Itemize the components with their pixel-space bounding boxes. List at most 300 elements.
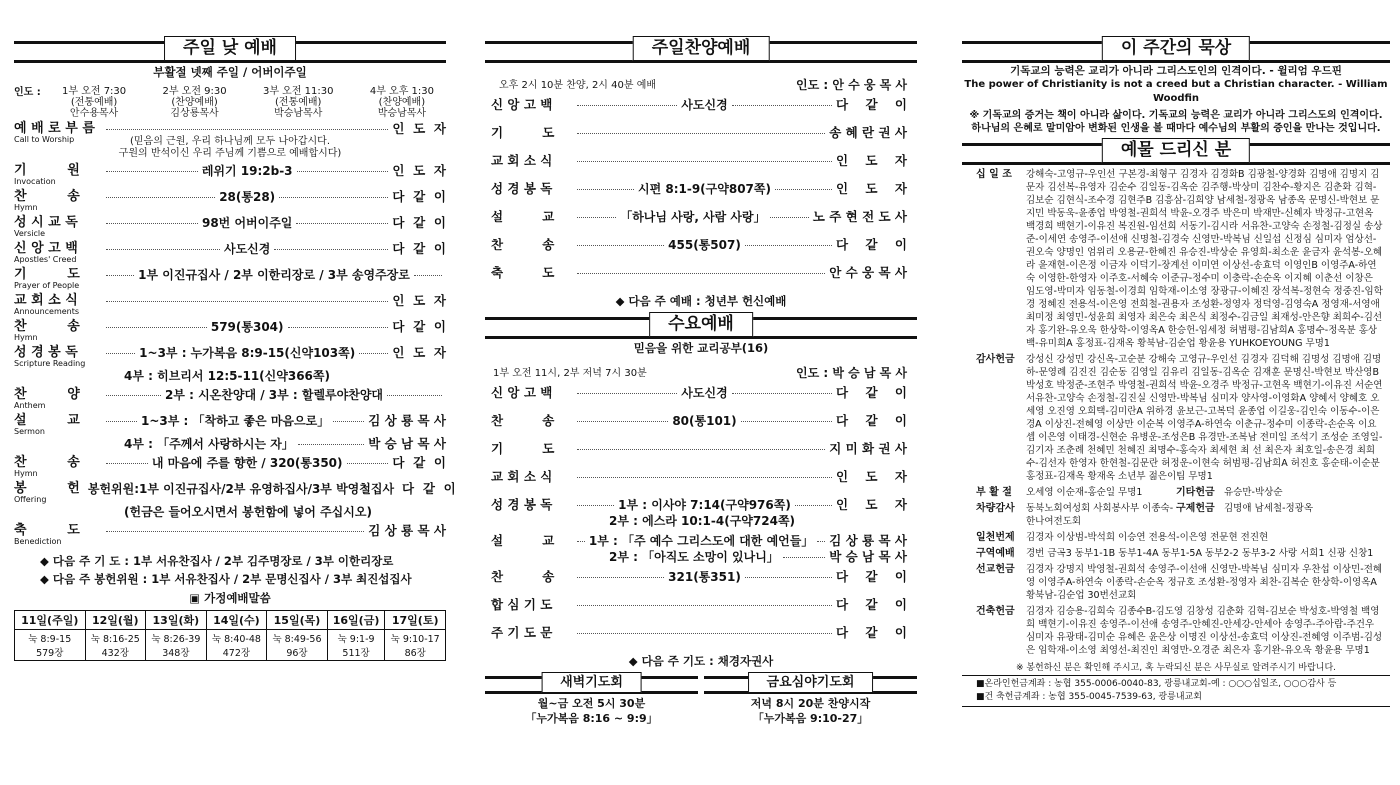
sunday-title: 주일 낮 예배: [164, 36, 296, 61]
family-worship-title: ▣ 가정예배말씀: [189, 591, 271, 605]
account-building: ■건 축헌금계좌 : 농협 355-0045-7539-63, 광릉내교회: [976, 692, 1202, 702]
item-name: 축 도: [491, 265, 555, 280]
item-name: 찬 송: [491, 413, 555, 428]
item-name: 신 앙 고 백: [491, 97, 553, 112]
offering-names: 김경자 김승용-김희숙 김종수B-김도영 김창성 김춘화 김혁-김보순 박성호-박영철 백영희 백현기-이유진 송영주-이선애 송영주-안혜진-안세강-안세아 송영주-주아람-주건우 심미자 유광태-김미순 유혜은 윤은상 이명진 이상선-송효덕 이상진-전혜영 이주범-김성은 임학재-이소영 최영선-최진인 최영만-오경준 최은자 홍기완-유오욱 황윤용 무명1: [1026, 606, 1383, 656]
day-hymn: 96장: [286, 648, 308, 659]
sunday-item: [14, 215, 446, 238]
day-reading: [15, 630, 86, 661]
item-name: 기 도: [491, 441, 555, 456]
sunday-order: [14, 121, 456, 546]
dot-leader: [106, 249, 220, 250]
item-leader: 김 상 룡 목 사: [829, 533, 907, 548]
item-content: 봉헌위원:1부 이진규집사/2부 유영하집사/3부 박영철집사: [87, 482, 395, 496]
item-leader: 김 상 룡 목 사: [368, 413, 447, 428]
day-header: 16일(금): [327, 611, 385, 630]
dawn-prayer: 새벽기도회 월~금 오전 5시 30분 「누가복음 8:16 ~ 9:9」: [485, 672, 698, 726]
offering-category: 일천번제: [976, 532, 1015, 543]
sunday-service-times: [14, 86, 446, 119]
sunday-item: [14, 163, 446, 186]
wednesday-order: [485, 385, 917, 641]
service-4: 4부 오후 1:30 (찬양예배) 박승남목사: [369, 86, 434, 119]
dot-leader: [775, 189, 832, 190]
offering-names: 경번 금곡3 동부1-1B 동부1-4A 동부1-5A 동부2-2 동부3-2 사랑 서희1 신광 신창1: [1026, 548, 1374, 559]
item-note: (믿음의 근원, 우리 하나님께 모두 나아갑시다. 구원의 반석이신 우리 주님께 기쁨으로 예배합시다): [118, 136, 342, 159]
day-header: 15일(목): [267, 611, 328, 630]
dot-leader: [106, 463, 148, 464]
dot-leader: [106, 223, 198, 224]
item-content: 사도신경: [681, 98, 728, 112]
sunday-item: [14, 387, 446, 410]
dot-leader: [298, 444, 364, 445]
dot-leader: [745, 245, 832, 246]
item-name: 교 회 소 식: [491, 469, 553, 484]
day-header: 17일(토): [385, 611, 446, 630]
item-leader2: 박 승 남 목 사: [829, 549, 907, 564]
item-name: 예 배 로 부 름: [14, 121, 95, 136]
next-prayer: ◆ 다음 주 기 도 : 1부 서유찬집사 / 2부 김주명장로 / 3부 이한리장로: [40, 554, 394, 568]
dot-leader: [387, 395, 442, 396]
item-leader: 다 같 이: [835, 97, 908, 112]
wednesday-item-row2: [491, 513, 907, 529]
dot-leader: [106, 353, 135, 354]
item-name: 설 교: [14, 413, 80, 428]
sunday-item: [14, 481, 456, 520]
praise-item-row: [491, 125, 907, 141]
item-content: 레위기 19:2b-3: [201, 164, 293, 178]
item-content: 내 마음에 주를 향한 / 320(통350): [151, 456, 343, 470]
item-leader: 다 같 이: [392, 189, 447, 204]
praise-item: [485, 209, 917, 225]
offering-group: [976, 502, 1384, 528]
item-leader: 다 같 이: [835, 597, 907, 612]
praise-time: 오후 2시 10분 찬양, 2시 40분 예배: [499, 80, 657, 91]
day-reading: [327, 630, 385, 661]
item-leader: 인 도 자: [392, 163, 446, 178]
day-ref: 눅 8:49-56: [272, 634, 322, 645]
item-english: Hymn: [14, 333, 38, 342]
item-name: 신 앙 고 백: [14, 241, 78, 256]
dot-leader: [577, 449, 825, 450]
meditation-comment: ※ 기독교의 증거는 책이 아니라 삶이다. 기독교의 능력은 교리가 아니라 그리스도의 인격이다. 하나님의 은혜로 말미암아 변화된 인생을 볼 때마다 예수님의 부활의 증인을 만나는 것입니다.: [969, 110, 1383, 134]
sunday-item: [14, 523, 446, 546]
day-hymn: 86장: [404, 648, 426, 659]
meditation-column: [962, 36, 1390, 707]
item-name: 찬 송: [14, 455, 80, 470]
wednesday-item: [485, 385, 917, 401]
item-leader: 김 상 룡 목 사: [368, 523, 446, 538]
dot-leader: [577, 421, 668, 422]
dot-leader: [274, 249, 388, 250]
item-leader: 다 같 이: [392, 455, 446, 470]
dot-leader: [817, 541, 825, 542]
sunday-banner: [14, 36, 446, 62]
offering-group: [976, 168, 1384, 350]
item-content: 579(통304): [210, 320, 284, 334]
wednesday-item: [485, 597, 917, 613]
sunday-item: [14, 293, 446, 316]
dot-leader: [577, 477, 832, 478]
offerings-banner: [962, 138, 1390, 164]
wednesday-item-row: [491, 625, 907, 641]
offering-names: 오세영 이순재-홍순일 무명1: [1026, 487, 1143, 498]
sunday-item-row: [14, 387, 446, 403]
item-content: 「하나님 사랑, 사람 사랑」: [620, 210, 766, 224]
item-content2: 2부 : 에스라 10:1-4(구약724쪽): [609, 514, 796, 528]
item-english: Hymn: [14, 203, 38, 212]
wednesday-next: ◆ 다음 주 기도 : 채경자권사: [628, 654, 774, 668]
offering-category: 선교헌금: [976, 564, 1015, 575]
item-name: 기 도: [14, 267, 80, 282]
wednesday-banner: [485, 312, 917, 338]
dot-leader: [770, 217, 809, 218]
leader-label: 인도 :: [14, 87, 41, 98]
service-3: 3부 오전 11:30 (전통예배) 박승남목사: [262, 86, 334, 119]
dot-leader: [732, 393, 832, 394]
wednesday-meta: [493, 364, 907, 381]
wednesday-item-row2: [491, 549, 907, 565]
day-ref: 눅 8:40-48: [211, 634, 261, 645]
item-english: Benediction: [14, 537, 62, 546]
wednesday-item-row: [491, 413, 907, 429]
day-ref: 눅 9:1-9: [337, 634, 375, 645]
praise-item: [485, 265, 917, 281]
item-leader: 인 도 자: [392, 293, 446, 308]
offering-names: 김경자 강명지 박영철-권희석 송영주-이선애 신영만-박복님 심미자 우찬섭 이상민-전혜영 이영주A-하연숙 이종락-손순옥 정규호 조성환-정영자 최찬-김복순 한상학-이영옥A 황북남-김순업 30번선교회: [1026, 564, 1383, 601]
sunday-item-row2: [14, 368, 446, 384]
item-leader: 다 같 이: [835, 237, 907, 252]
item-english: Sermon: [14, 427, 45, 436]
wednesday-item: [485, 497, 917, 529]
wednesday-time: 1부 오전 11시, 2부 저녁 7시 30분: [493, 368, 647, 379]
item-content: 28(통28): [219, 190, 276, 204]
dot-leader: [577, 161, 832, 162]
offering-group: [976, 353, 1384, 483]
wednesday-leader: 인도 : 박 승 남 목 사: [795, 366, 907, 380]
sunday-item: [14, 345, 446, 384]
item-leader: 다 같 이: [835, 385, 908, 400]
wednesday-subtitle: 믿음을 위한 교리공부(16): [633, 341, 769, 355]
item-content: 80(통101): [672, 414, 737, 428]
dot-leader: [577, 633, 832, 634]
item-content: 1~3부 : 누가복음 8:9-15(신약103쪽): [139, 346, 356, 360]
offering-category: 차량감사: [976, 503, 1015, 514]
wednesday-item: [485, 413, 917, 429]
sunday-item: [14, 267, 446, 290]
offering-group: [976, 563, 1384, 602]
dot-leader: [577, 217, 616, 218]
item-content2: 4부 : 히브리서 12:5-11(신약366쪽): [124, 369, 330, 383]
offering-category2: 구제헌금: [1176, 503, 1215, 514]
dot-leader: [732, 105, 832, 106]
dot-leader: [745, 577, 832, 578]
item-name: 찬 송: [491, 237, 555, 252]
service-1: 1부 오전 7:30 (전통예배) 안수용목사: [62, 86, 127, 119]
offering-group: [976, 547, 1384, 560]
dot-leader: [577, 577, 664, 578]
praise-item: [485, 237, 917, 253]
item-leader: 인 도 자: [835, 181, 907, 196]
praise-next: ◆ 다음 주 예배 : 청년부 헌신예배: [615, 294, 787, 308]
dot-leader: [106, 275, 134, 276]
service-2: 2부 오전 9:30 (찬양예배) 김상룡목사: [162, 86, 227, 119]
item-content2: 2부 : 「아직도 소망이 있나니」: [609, 550, 779, 564]
dot-leader: [577, 245, 664, 246]
item-leader: 인 도 자: [835, 469, 907, 484]
item-content: 2부 : 시온찬양대 / 3부 : 할렐루야찬양대: [164, 388, 384, 402]
dot-leader: [106, 531, 364, 532]
item-content: 1부 이진규집사 / 2부 이한리장로 / 3부 송영주장로: [138, 268, 410, 282]
dot-leader: [279, 197, 388, 198]
dot-leader: [106, 327, 207, 328]
dot-leader: [577, 105, 677, 106]
dot-leader: [347, 463, 389, 464]
dot-leader: [577, 505, 614, 506]
sunday-item: [14, 121, 446, 160]
item-name: 합 심 기 도: [491, 597, 553, 612]
wednesday-item-row: [491, 497, 907, 513]
day-hymn: 511장: [342, 648, 370, 659]
item-english: Apostles' Creed: [14, 255, 77, 264]
next-offering: ◆ 다음 주 봉헌위원 : 1부 서유찬집사 / 2부 문명신집사 / 3부 최진섭집사: [40, 572, 412, 586]
dot-leader: [795, 505, 832, 506]
praise-item-row: [491, 97, 907, 113]
item-name: 성 경 봉 독: [14, 345, 78, 360]
day-header: 13일(화): [146, 611, 207, 630]
item-leader: 다 같 이: [392, 319, 446, 334]
wednesday-item: [485, 533, 917, 565]
item-english: Prayer of People: [14, 281, 80, 290]
item-leader: 인 도 자: [835, 497, 907, 512]
item-content: 사도신경: [681, 386, 728, 400]
day-hymn: 579장: [36, 648, 64, 659]
item-leader: 다 같 이: [835, 413, 908, 428]
dot-leader: [106, 421, 137, 422]
day-hymn: 472장: [222, 648, 251, 659]
meditation-banner: [962, 36, 1390, 62]
item-content2: 4부 : 「주께서 사랑하시는 자」: [124, 437, 294, 451]
day-hymn: 432장: [101, 648, 129, 659]
item-leader: 인 도 자: [392, 345, 447, 360]
wednesday-item-row: [491, 597, 907, 613]
day-header: 12일(월): [85, 611, 146, 630]
offering-names: 동북노회여성회 사회봉사부 이종숙-한나여전도회: [1026, 503, 1174, 527]
item-english: Announcements: [14, 307, 80, 316]
item-name: 봉 헌: [14, 481, 80, 496]
item-english: Anthem: [14, 401, 46, 410]
dot-leader: [783, 557, 825, 558]
item-leader: 송 혜 란 권 사: [829, 125, 907, 140]
item-leader: 인 도 자: [392, 121, 446, 136]
item-english: Hymn: [14, 469, 38, 478]
offering-names: 강성신 강성민 강신옥-고순분 강해숙 고영규-우인선 김경자 김덕해 김명성 김명애 김명하-문영례 김진진 김순동 김영일 김유리 김일동-김옥순 김재훈 문명신-박현보 박산영B 박성호 박정준-조현주 박영철-권희석 박윤-오경주 박정규-고현옥 백현기-이유진 서순연 서유찬-고양숙 손정철-김진실 신영만-박복님 심미자 양사영-이영화A 양혜서 양혜호 오세영 오진영 오희택-김미란A 위하경 윤보근-고복덕 윤종업 이길웅-김인숙 이동수-이은경A 이상진-전혜영 이상만 이순복 이영주A-하연숙 이춘규-정수미 이종락-손순옥 이요셉 이은영 이태경-신현순 유병운-조성은B 유경만-조복남 전미일 조석기 조성순 조영일-김기자 조춘례 천혜민 천혜진 최명수-홍숙자 최세현 최 선 최은자 최호일-송은경 최희수-김선자 한영자 한현철-김문란 허정운-이현숙 허범평-김남희A 허진호 홍순태-이순분 홍정표-김재옥 황재옥 소년부 젊은이팀 무명1: [1026, 354, 1383, 482]
dot-leader: [577, 189, 634, 190]
offering-names: 강해숙-고영규-우인선 구본경-최형구 김경자 김경화B 김광철-양경화 김명애 김명지 김문자 김선복-유영자 김순수 김일동-김옥순 김주행-박상미 김찬수-황지은 김춘화 김혁-김보순 김현식-조수경 김현주B 김흥삼-김희양 남세철-정광옥 남종옥 문명신-박현보 문지민 박동욱-윤종업 박영철-권희석 박윤-오경주 박은미 박재만-신혜자 박정규-고현옥 백경희 백현기-이유진 복진원-임선희 서동기-김시라 서유찬-고양숙 손정철-김정실 송상준-이세연 송영주-이선애 신명철-김경숙 신영만-박복님 신일섭 신정심 심미자 엄상선-권오숙 양명인 엄위리 오용균-한혜진 유승진-박상순 유영희-최소운 윤금자 윤석봉-오혜라 윤재현-이은정 이금자 이덕기-장계선 이미연 이상선-송효덕 이영인B 이영주A-하연숙 이영한-한영자 이주호-서혜숙 이준규-정수미 이충락-손순옥 이지혜 이춘선 이창은 임도영-박미자 임동철-이경희 임학재-이소영 장광규-이혜진 장석복-정현숙 정중진-임학경 정혜진 전용석-이은영 전희철-권용자 조성환-정영자 정덕영-김영숙A 정영재-서영애 최미정 최영민-성윤희 최영자 최은숙 최은식 최정수-김금일 최재성-안은향 최희수-김선자 홍기완-유오욱 한상학-이영옥A 한승헌-임세정 허범평-김남희A 홍명수-정옥분 홍상백-유미희A 홍정표-김재옥 황북남-김순업 황윤용 YUHKOEYOUNG 무명1: [1026, 169, 1383, 349]
item-content: 321(통351): [668, 570, 741, 584]
dot-leader: [577, 393, 677, 394]
offering-category: 구역예배: [976, 548, 1015, 559]
item-name: 찬 양: [14, 387, 80, 402]
item-name: 설 교: [491, 209, 555, 224]
sunday-subtitle: 부활절 넷째 주일 / 어버이주일: [153, 65, 307, 79]
wednesday-item: [485, 469, 917, 485]
day-ref: 눅 9:10-17: [390, 634, 440, 645]
item-content: 1부 : 「주 예수 그리스도에 대한 예언들」: [588, 534, 814, 548]
sunday-item: [14, 241, 446, 264]
item-content: 98번 어버이주일: [201, 216, 293, 230]
offering-category: 부 활 절: [976, 487, 1012, 498]
item-leader: 지 미 화 권 사: [829, 441, 907, 456]
offerings-note: ※ 봉헌하신 분은 확인해 주시고, 혹 누락되신 분은 사무실로 알려주시기 바랍니다.: [1015, 663, 1337, 673]
item-leader2: 박 승 남 목 사: [368, 436, 446, 451]
offering-names2: 유승만-박상순: [1224, 487, 1283, 498]
praise-order: [485, 97, 917, 281]
praise-column: [485, 36, 917, 726]
sunday-item: [14, 413, 446, 452]
item-english: Scripture Reading: [14, 359, 86, 368]
item-name: 성 경 봉 독: [491, 497, 553, 512]
wednesday-item-row: [491, 441, 907, 457]
item-english: Invocation: [14, 177, 56, 186]
meditation-quote: 기독교의 능력은 교리가 아니라 그리스도인의 인격이다. - 윌리엄 우드핀 The power of Christianity is not a creed but a Christian character. - William Woodfin: [964, 65, 1388, 104]
praise-item-row: [491, 153, 907, 169]
sunday-item: [14, 455, 446, 478]
day-ref: 눅 8:26-39: [151, 634, 201, 645]
sunday-column: [14, 36, 456, 661]
praise-item: [485, 153, 917, 169]
meditation-title: 이 주간의 묵상: [1102, 36, 1250, 61]
item-leader: 다 같 이: [835, 569, 907, 584]
item-english: Call to Worship: [14, 135, 75, 144]
dot-leader: [577, 273, 825, 274]
item-content: 사도신경: [224, 242, 271, 256]
offering-category: 감사헌금: [976, 354, 1015, 365]
day-ref: 눅 8:9-15: [28, 634, 72, 645]
praise-item: [485, 97, 917, 113]
dot-leader: [106, 395, 161, 396]
praise-item-row: [491, 265, 907, 281]
offering-names: 김경자 이상범-박석희 이승연 전용석-이은영 전문현 전진현: [1026, 532, 1269, 543]
praise-item-row: [491, 181, 907, 197]
praise-title: 주일찬양예배: [633, 36, 770, 61]
dot-leader: [577, 133, 825, 134]
praise-item-row: [491, 209, 907, 225]
item-name: 교 회 소 식: [491, 153, 553, 168]
day-reading: [385, 630, 446, 661]
dot-leader: [106, 301, 388, 302]
item-content2: (헌금은 들어오시면서 봉헌함에 넣어 주십시오): [124, 505, 372, 519]
item-leader: 안 수 웅 목 사: [829, 265, 907, 280]
item-content: 455(통507): [668, 238, 741, 252]
dot-leader: [333, 421, 364, 422]
item-name: 설 교: [491, 533, 555, 548]
item-name: 주 기 도 문: [491, 625, 553, 640]
offering-category: 십 일 조: [976, 169, 1012, 180]
wednesday-item: [485, 625, 917, 641]
item-content: 1~3부 : 「착하고 좋은 마음으로」: [141, 414, 330, 428]
wednesday-item-row: [491, 569, 907, 585]
day-reading: [267, 630, 328, 661]
offerings-list: [962, 168, 1390, 657]
dot-leader: [577, 541, 585, 542]
dot-leader: [106, 171, 198, 172]
sunday-item-row: [14, 413, 446, 429]
sunday-item-row2: [14, 436, 446, 452]
item-name: 찬 송: [14, 319, 80, 334]
dot-leader: [414, 275, 442, 276]
item-content: 1부 : 이사야 7:14(구약976쪽): [618, 498, 791, 512]
praise-item-row: [491, 237, 907, 253]
day-header: 11일(주일): [15, 611, 86, 630]
day-reading: [206, 630, 267, 661]
day-reading: [85, 630, 146, 661]
offering-group: [976, 531, 1384, 544]
item-name: 성 경 봉 독: [491, 181, 553, 196]
family-worship-table: [14, 610, 446, 661]
dot-leader: [741, 421, 832, 422]
offering-category2: 기타헌금: [1176, 487, 1215, 498]
sunday-item: [14, 319, 446, 342]
item-name: 교 회 소 식: [14, 293, 78, 308]
dot-leader: [288, 327, 389, 328]
item-name: 신 앙 고 백: [491, 385, 553, 400]
wednesday-item-row: [491, 469, 907, 485]
item-content: 시편 8:1-9(구약807쪽): [637, 182, 771, 196]
friday-prayer: 금요심야기도회 저녁 8시 20분 찬양시작 「누가복음 9:10-27」: [704, 672, 917, 726]
dot-leader: [106, 197, 215, 198]
sunday-item-row2: [14, 504, 446, 520]
offering-group: [976, 605, 1384, 657]
day-ref: 눅 8:16-25: [90, 634, 140, 645]
dot-leader: [297, 171, 389, 172]
wednesday-item: [485, 569, 917, 585]
item-english: Offering: [14, 495, 47, 504]
praise-item: [485, 181, 917, 197]
sunday-next: [14, 552, 446, 588]
praise-item: [485, 125, 917, 141]
wednesday-item-row: [491, 533, 907, 549]
praise-meta: [499, 76, 907, 93]
item-leader: 다 같 이: [402, 481, 456, 496]
item-name: 찬 송: [491, 569, 555, 584]
offering-category: 건축헌금: [976, 606, 1015, 617]
item-leader: 다 같 이: [392, 241, 447, 256]
day-hymn: 348장: [162, 648, 190, 659]
wednesday-item-row: [491, 385, 907, 401]
wednesday-title: 수요예배: [649, 312, 753, 337]
offering-names2: 김명애 남세철-정광옥: [1224, 503, 1314, 514]
item-name: 기 원: [14, 163, 80, 178]
account-online: ■온라인헌금계좌 : 농협 355-0006-0040-83, 광릉내교회-예 : ○○○십일조, ○○○감사 등: [976, 679, 1337, 689]
dot-leader: [106, 129, 388, 130]
day-header: 14일(수): [206, 611, 267, 630]
item-name: 축 도: [14, 523, 80, 538]
dot-leader: [296, 223, 388, 224]
item-name: 찬 송: [14, 189, 80, 204]
item-leader: 다 같 이: [392, 215, 447, 230]
praise-leader: 인도 : 안 수 웅 목 사: [795, 78, 907, 92]
offering-group: [976, 486, 1384, 499]
prayer-meetings: [485, 672, 917, 726]
item-english: Versicle: [14, 229, 45, 238]
item-name: 성 시 교 독: [14, 215, 78, 230]
wednesday-item: [485, 441, 917, 457]
day-reading: [146, 630, 207, 661]
sunday-item-row: [14, 481, 456, 497]
item-leader: 다 같 이: [835, 625, 907, 640]
item-leader: 인 도 자: [835, 153, 907, 168]
offerings-title: 예물 드리신 분: [1102, 138, 1250, 163]
